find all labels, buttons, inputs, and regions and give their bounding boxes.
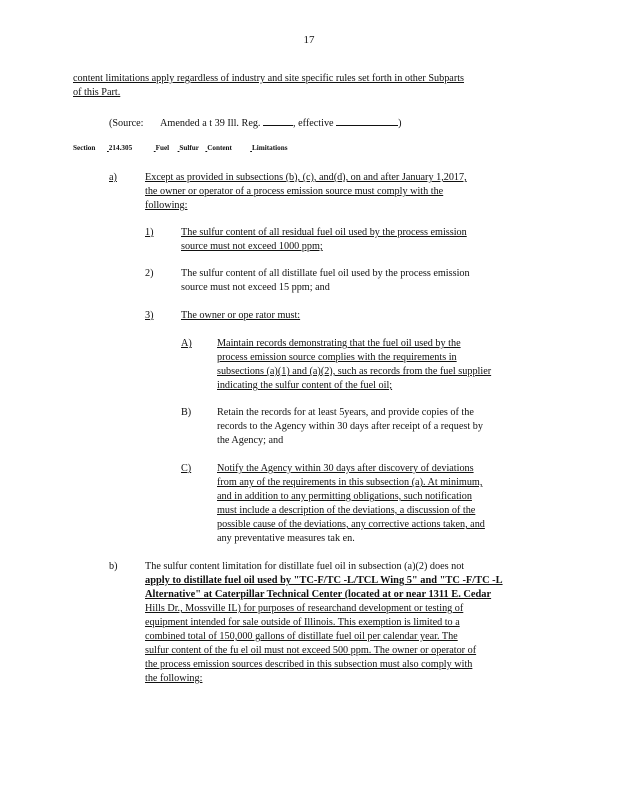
item-C-marker: C)	[181, 463, 192, 474]
page-number: 17	[303, 34, 315, 46]
item-A-line: Maintain records demonstrating that the fuel oil used by the	[217, 338, 461, 349]
item-A-marker: A)	[181, 338, 192, 349]
section-label: Section	[73, 144, 96, 152]
para-b-line: Alternative" at Caterpillar Technical Center (located at or near 1311 E. Cedar	[145, 589, 492, 600]
source-effective: , effective	[293, 118, 334, 129]
section-title-word: Sulfur	[179, 144, 199, 152]
item-3-line: The owner or ope rator must:	[181, 310, 301, 321]
item-3-marker: 3)	[145, 310, 154, 321]
para-a-line: Except as provided in subsections (b), (c), and(d), on and after January 1,2017,	[145, 172, 467, 183]
para-b-line: The sulfur content limitation for distillate fuel oil in subsection (a)(2) does not	[145, 561, 465, 572]
item-C-line: must include a description of the deviations, a discussion of the	[217, 505, 476, 516]
para-b-line: the following:	[145, 673, 203, 684]
para-b-line: combined total of 150,000 gallons of distillate fuel oil per calendar year. The	[145, 631, 458, 642]
para-b-line: sulfur content of the fu el oil must not exceed 500 ppm. The owner or operator of	[145, 645, 477, 656]
section-heading	[73, 144, 310, 152]
para-a-line: the owner or operator of a process emission source must comply with the	[145, 186, 444, 197]
source-note	[109, 115, 402, 130]
item-A-line: process emission source complies with the requirements in	[217, 352, 457, 363]
item-2-line: The sulfur content of all distillate fuel oil used by the process emission	[181, 268, 470, 279]
para-a-marker: a)	[109, 172, 117, 183]
effective-date-blank	[336, 115, 398, 126]
item-A-line: subsections (a)(1) and (a)(2), such as records from the fuel supplier	[217, 366, 492, 377]
para-b-line: Hills Dr., Mossville IL) for purposes of researchand development or testing of	[145, 603, 464, 614]
register-blank	[263, 115, 293, 126]
section-title-word: Fuel	[155, 144, 170, 152]
item-B-line: Retain the records for at least 5years, and provide copies of the	[217, 407, 474, 418]
para-b-line: apply to distillate fuel oil used by "TC-F/TC -L/TCL Wing 5" and "TC -F/TC -L	[145, 575, 503, 586]
item-C-line: from any of the requirements in this subsection (a). At minimum,	[217, 477, 483, 488]
section-title-word: Content	[207, 144, 232, 152]
para-b-line: the process emission sources described in this subsection must also comply with	[145, 659, 473, 670]
section-title-word: Limitations	[251, 144, 288, 152]
item-B-marker: B)	[181, 407, 192, 418]
para-b-marker: b)	[109, 561, 118, 572]
item-B-line: the Agency; and	[217, 435, 284, 446]
source-close: )	[398, 118, 402, 129]
item-1-marker: 1)	[145, 227, 154, 238]
item-A-line: indicating the sulfur content of the fuel oil;	[217, 380, 393, 391]
item-B-line: records to the Agency within 30 days after receipt of a request by	[217, 421, 483, 432]
source-amended: Amended a t 39 Ill. Reg.	[160, 118, 261, 129]
para-a-line: following:	[145, 200, 188, 211]
item-2-line: source must not exceed 15 ppm; and	[181, 282, 330, 293]
section-number: 214.305	[108, 144, 133, 152]
item-1-line: The sulfur content of all residual fuel oil used by the process emission	[181, 227, 467, 238]
item-2-marker: 2)	[145, 268, 154, 279]
para-b-line: equipment intended for sale outside of Illinois. This exemption is limited to a	[145, 617, 460, 628]
item-C-line: possible cause of the deviations, any corrective actions taken, and	[217, 519, 485, 530]
intro-line-1: content limitations apply regardless of industry and site specific rules set forth in other Subparts	[73, 73, 465, 84]
item-C-line: and in addition to any permitting obligations, such notification	[217, 491, 472, 502]
source-prefix: (Source:	[109, 118, 144, 129]
intro-line-2: of this Part.	[73, 87, 121, 98]
item-C-line: any preventative measures tak en.	[217, 533, 355, 544]
item-1-line: source must not exceed 1000 ppm;	[181, 241, 323, 252]
item-C-line: Notify the Agency within 30 days after discovery of deviations	[217, 463, 474, 474]
